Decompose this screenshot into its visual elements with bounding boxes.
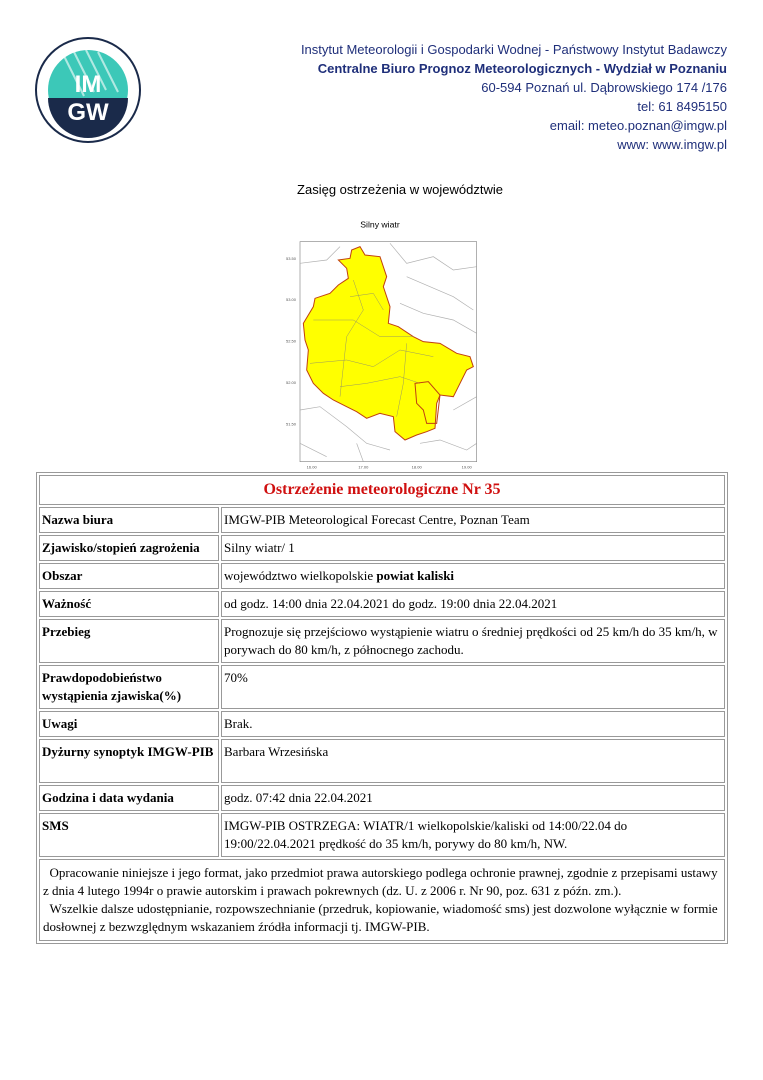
x-tick-label: 16.00 [306,464,317,470]
row-value-text: Brak. [224,716,253,731]
svg-text:IM: IM [74,71,102,98]
row-value-text: godz. 07:42 dnia 22.04.2021 [224,790,373,805]
y-tick-label: 52.00 [286,380,297,385]
copyright-notice [39,859,725,941]
y-tick-label: 53.50 [286,256,297,261]
x-tick-label: 17.00 [358,464,369,470]
row-label: Zjawisko/stopień zagrożenia [39,535,219,561]
row-label: Prawdopodobieństwo wystąpienia zjawiska(%) [39,665,219,709]
y-tick-label: 52.50 [286,338,297,344]
row-value [221,785,725,811]
table-row [39,535,725,561]
svg-text:GW: GW [67,99,109,126]
row-value [221,563,725,589]
section-title: Zasięg ostrzeżenia w województwie [297,182,503,197]
row-label: Dyżurny synoptyk IMGW-PIB [39,739,219,783]
row-value [221,535,725,561]
row-value-text: Silny wiatr/ 1 [224,540,295,555]
copyright-text-2: Wszelkie dalsze udostępnianie, rozpowszechnianie (przedruk, kopiowanie, wiadomość sms) jest dozwolone wyłącznie w formie dosłownej z bezwzględnym wskazaniem źródła informacji tj. IMGW-PIB. [43,901,718,934]
row-label: Ważność [39,591,219,617]
table-row [39,711,725,737]
table-row [39,563,725,589]
row-value-text: 70% [224,670,248,685]
institute-name: Instytut Meteorologii i Gospodarki Wodnej - Państwowy Instytut Badawczy [300,42,727,57]
table-row [39,591,725,617]
map-title: Silny wiatr [360,219,400,230]
row-label: SMS [39,813,219,857]
phone: tel: 61 8495150 [637,99,727,114]
row-value [221,813,725,857]
row-label: Obszar [39,563,219,589]
row-value-text: IMGW-PIB OSTRZEGA: WIATR/1 wielkopolskie/kaliski od 14:00/22.04 do 19:00/22.04.2021 prędkość do 35 km/h, porywy do 80 km/h, NW. [224,818,628,851]
table-row [39,785,725,811]
row-value [221,507,725,533]
copyright-text-1: Opracowanie niniejsze i jego format, jako przedmiot prawa autorskiego podlega ochronie prawnej, zgodnie z przepisami ustawy z dnia 4 lutego 1994r o prawie autorskim i prawach pokrewnych (dz. U. z 2006 r. Nr 90, poz. 631 z późn. zm.). [43,865,718,898]
warning-title: Ostrzeżenie meteorologiczne Nr 35 [39,475,725,505]
x-tick-label: 19.00 [461,464,472,470]
table-row [39,665,725,709]
row-value-text: IMGW-PIB Meteorological Forecast Centre, Poznan Team [224,512,530,527]
table-row [39,739,725,783]
warning-map [280,210,500,475]
row-value-bold: powiat kaliski [376,568,455,583]
y-tick-label: 51.50 [286,421,297,427]
row-label: Przebieg [39,619,219,663]
table-row [39,507,725,533]
x-tick-label: 18.00 [411,464,422,470]
row-value-text: Barbara Wrzesińska [224,744,329,759]
imgw-logo [34,36,142,144]
row-value [221,711,725,737]
row-value [221,665,725,709]
email[interactable]: email: meteo.poznan@imgw.pl [549,118,727,133]
institute-header [301,40,727,154]
table-row [39,619,725,663]
row-value-text: od godz. 14:00 dnia 22.04.2021 do godz. 19:00 dnia 22.04.2021 [224,596,558,611]
row-value-text: województwo wielkopolskie [224,568,374,583]
row-value-text: Prognozuje się przejściowo wystąpienie wiatru o średniej prędkości od 25 km/h do 35 km/h, w porywach do 80 km/h, z północnego zachodu. [224,624,718,657]
row-value [221,591,725,617]
y-tick-label: 53.00 [286,297,297,302]
office-name: Centralne Biuro Prognoz Meteorologicznych - Wydział w Poznaniu [317,61,727,76]
address: 60-594 Poznań ul. Dąbrowskiego 174 /176 [481,80,727,95]
table-row [39,813,725,857]
row-value [221,739,725,783]
website[interactable]: www: www.imgw.pl [617,137,727,152]
row-value [221,619,725,663]
row-label: Nazwa biura [39,507,219,533]
row-label: Uwagi [39,711,219,737]
row-label: Godzina i data wydania [39,785,219,811]
warning-table [36,472,728,944]
